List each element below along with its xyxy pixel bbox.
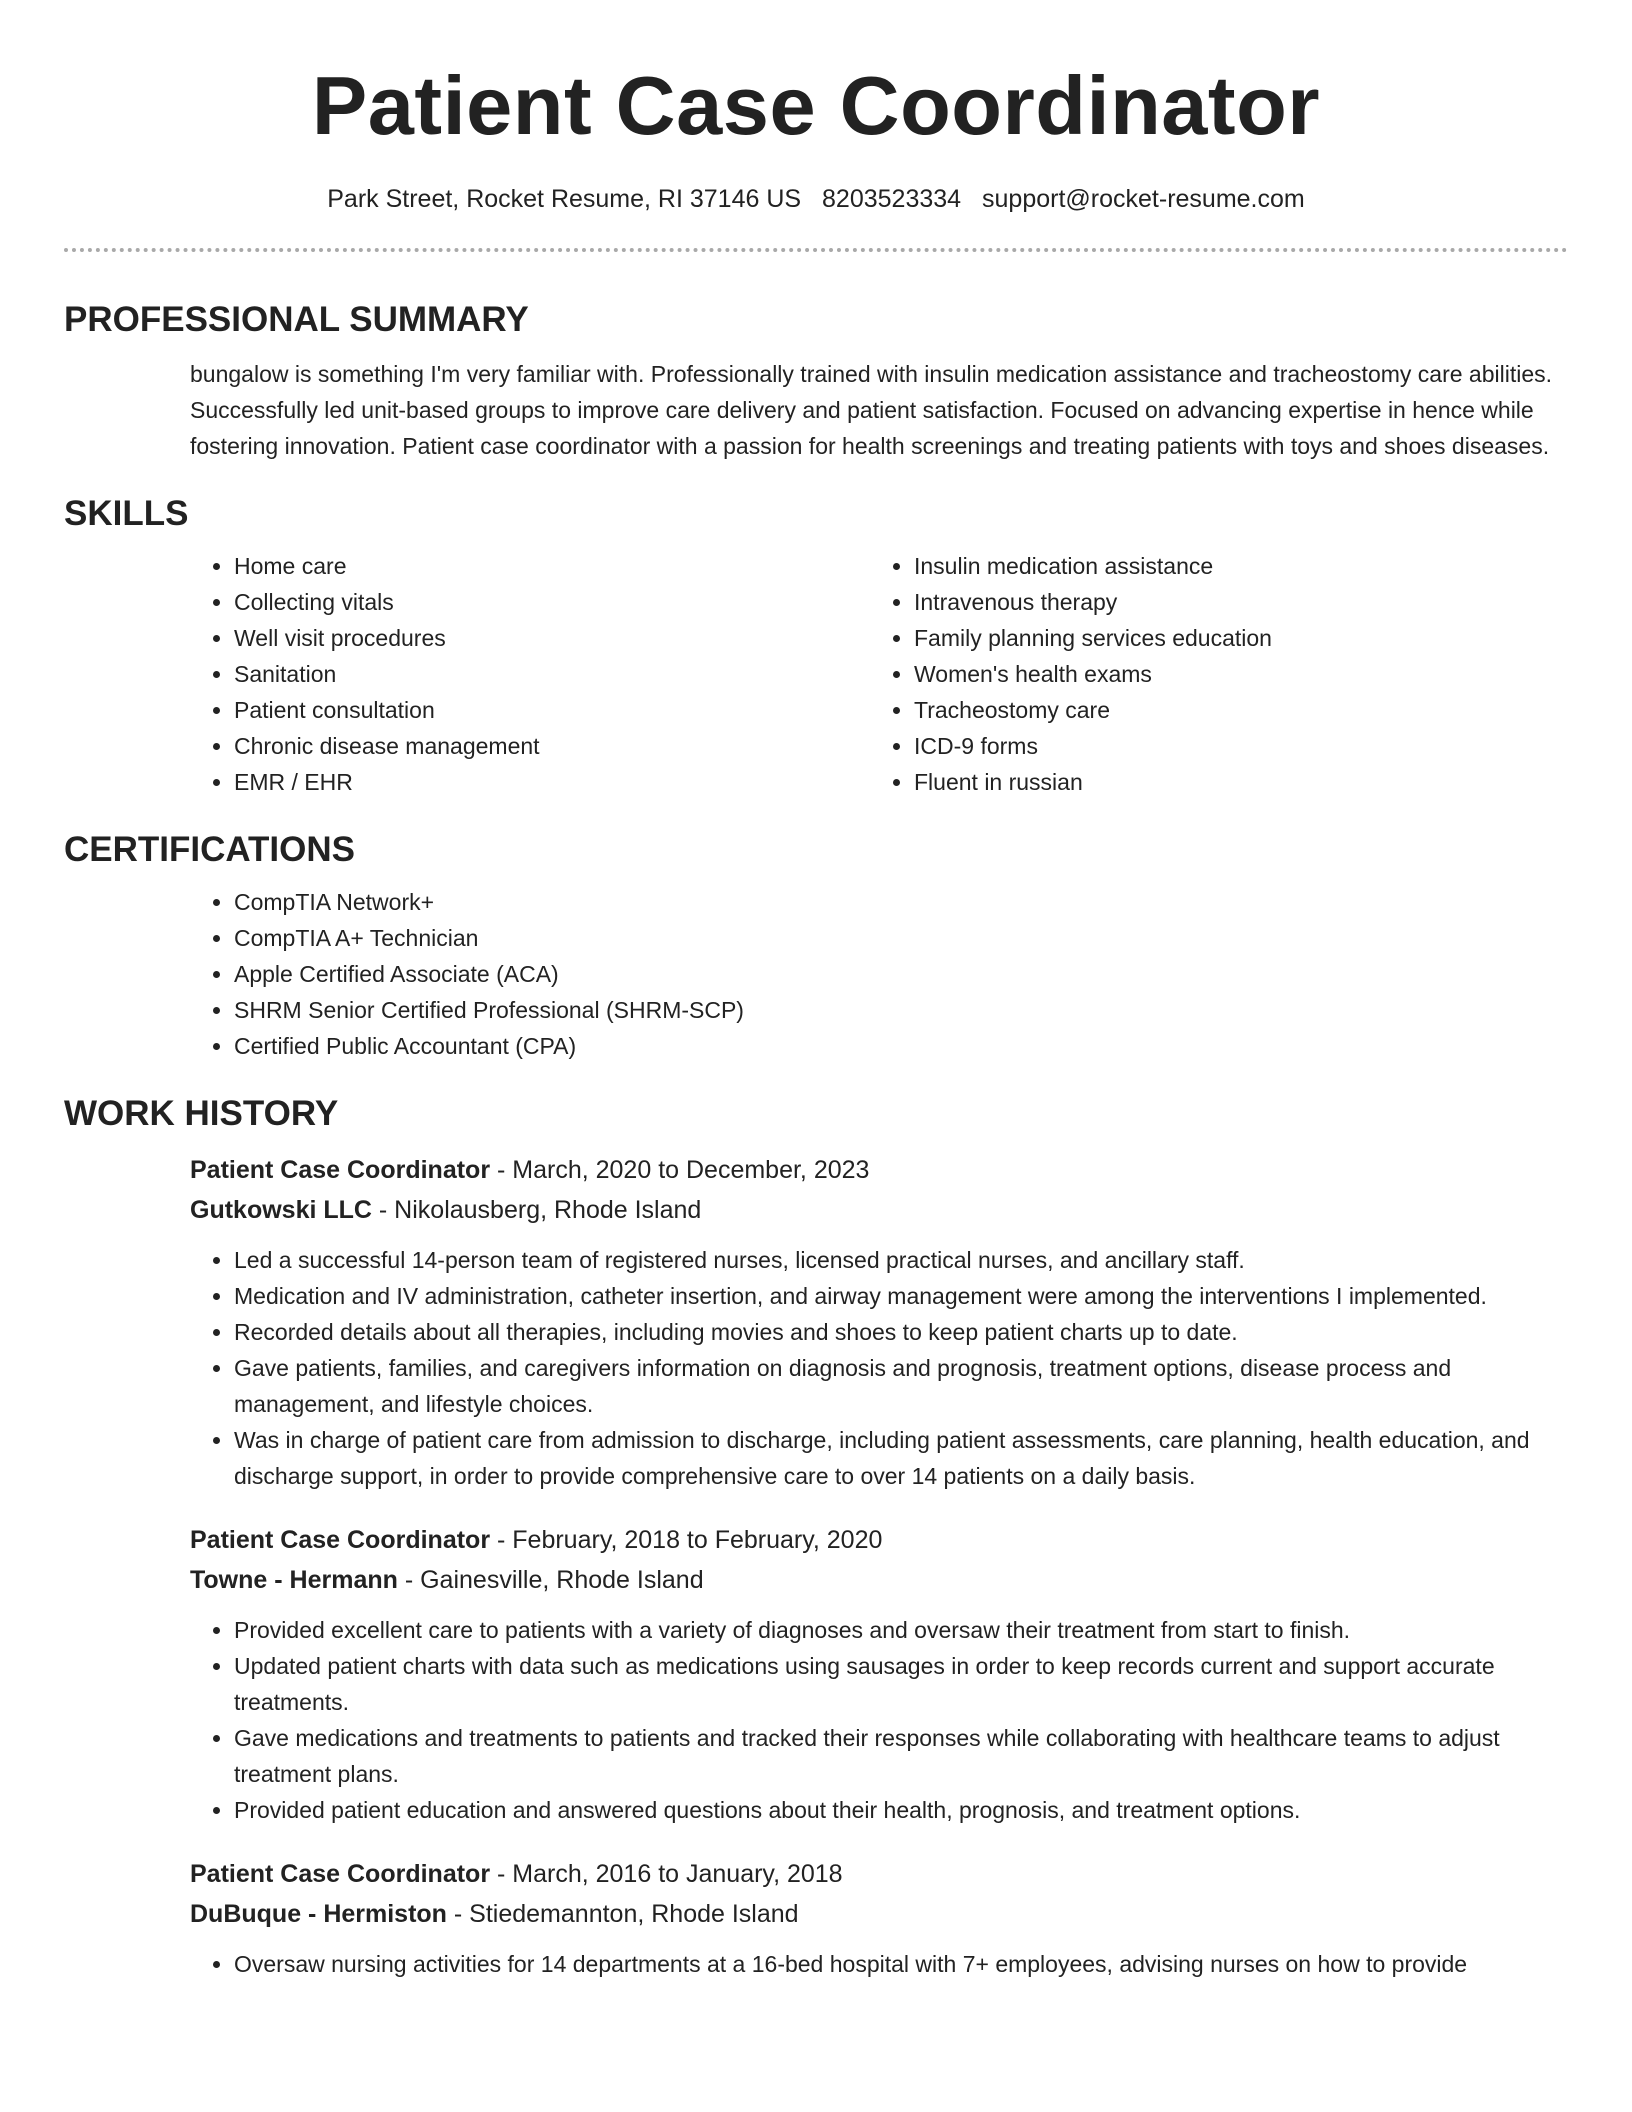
job-entry xyxy=(190,1150,1568,1494)
job-dates: - March, 2020 to December, 2023 xyxy=(490,1156,870,1184)
skill-item: • ICD-9 forms xyxy=(914,728,1550,764)
job-bullet: • Was in charge of patient care from admission to discharge, including patient assessments, care planning, health education, and discharge support, in order to provide comprehensive care to over 14 patients on a daily basis. xyxy=(234,1422,1568,1494)
summary-text: bungalow is something I'm very familiar with. Professionally trained with insulin medication assistance and tracheostomy care abilities. Successfully led unit-based groups to improve care delivery and patient satisfaction. Focused on advancing expertise in hence while fostering innovation. Patient case coordinator with a passion for health screenings and treating patients with toys and shoes diseases. xyxy=(190,361,1553,459)
skill-item: • Home care xyxy=(234,548,870,584)
job-location: - Gainesville, Rhode Island xyxy=(397,1566,704,1594)
job-dates: - February, 2018 to February, 2020 xyxy=(490,1526,883,1554)
skill-item: • Family planning services education xyxy=(914,620,1550,656)
skill-item: • Insulin medication assistance xyxy=(914,548,1550,584)
skills-heading: SKILLS xyxy=(64,494,189,533)
job-company-line xyxy=(190,1894,1568,1934)
job-bullets xyxy=(190,1242,1568,1494)
job-role: Patient Case Coordinator xyxy=(190,1526,491,1554)
job-bullets xyxy=(190,1612,1568,1828)
certification-item: • Apple Certified Associate (ACA) xyxy=(234,956,1568,992)
job-bullet: • Gave patients, families, and caregivers information on diagnosis and prognosis, treatment options, disease process and management, and lifestyle choices. xyxy=(234,1350,1568,1422)
certifications-heading: CERTIFICATIONS xyxy=(64,830,356,869)
skill-item: • Patient consultation xyxy=(234,692,870,728)
certifications-list xyxy=(190,884,1568,1064)
certification-item: • CompTIA A+ Technician xyxy=(234,920,1568,956)
contact-email: support@rocket-resume.com xyxy=(982,185,1305,213)
skill-item: • Sanitation xyxy=(234,656,870,692)
summary-heading: PROFESSIONAL SUMMARY xyxy=(64,300,529,339)
job-company: Gutkowski LLC xyxy=(190,1196,372,1224)
job-entry xyxy=(190,1854,1568,1982)
skill-item: • Women's health exams xyxy=(914,656,1550,692)
header-divider xyxy=(64,248,1568,252)
job-role: Patient Case Coordinator xyxy=(190,1860,491,1888)
job-bullets xyxy=(190,1946,1568,1982)
job-location: - Stiedemannton, Rhode Island xyxy=(446,1900,799,1928)
job-location: - Nikolausberg, Rhode Island xyxy=(371,1196,702,1224)
skill-item: • EMR / EHR xyxy=(234,764,870,800)
contact-address: Park Street, Rocket Resume, RI 37146 US xyxy=(327,185,802,213)
skill-item: • Intravenous therapy xyxy=(914,584,1550,620)
skill-item: • Fluent in russian xyxy=(914,764,1550,800)
job-bullet: • Provided excellent care to patients with a variety of diagnoses and oversaw their treatment from start to finish. xyxy=(234,1612,1568,1648)
job-company-line xyxy=(190,1190,1568,1230)
contact-phone: 8203523334 xyxy=(822,185,962,213)
skills-list xyxy=(190,548,1568,800)
job-company: Towne - Hermann xyxy=(190,1566,398,1594)
job-role: Patient Case Coordinator xyxy=(190,1156,491,1184)
certification-item: • Certified Public Accountant (CPA) xyxy=(234,1028,1568,1064)
job-title-line xyxy=(190,1520,1568,1560)
skill-item: • Well visit procedures xyxy=(234,620,870,656)
job-bullet: • Led a successful 14-person team of registered nurses, licensed practical nurses, and ancillary staff. xyxy=(234,1242,1568,1278)
job-title-line xyxy=(190,1854,1568,1894)
skills-column-left xyxy=(190,548,870,800)
job-bullet: • Oversaw nursing activities for 14 departments at a 16-bed hospital with 7+ employees, advising nurses on how to provide xyxy=(234,1946,1568,1982)
certification-item: • SHRM Senior Certified Professional (SHRM-SCP) xyxy=(234,992,1568,1028)
work-history-heading: WORK HISTORY xyxy=(64,1094,339,1133)
certification-item: • CompTIA Network+ xyxy=(234,884,1568,920)
job-dates: - March, 2016 to January, 2018 xyxy=(490,1860,843,1888)
job-bullet: • Medication and IV administration, catheter insertion, and airway management were among the interventions I implemented. xyxy=(234,1278,1568,1314)
job-bullet: • Recorded details about all therapies, including movies and shoes to keep patient charts up to date. xyxy=(234,1314,1568,1350)
job-company: DuBuque - Hermiston xyxy=(190,1900,447,1928)
skills-column-right xyxy=(870,548,1550,800)
skill-item: • Collecting vitals xyxy=(234,584,870,620)
job-title-line xyxy=(190,1150,1568,1190)
job-entry xyxy=(190,1520,1568,1828)
job-company-line xyxy=(190,1560,1568,1600)
job-bullet: • Provided patient education and answered questions about their health, prognosis, and treatment options. xyxy=(234,1792,1568,1828)
candidate-name: Patient Case Coordinator xyxy=(311,59,1321,152)
job-bullet: • Updated patient charts with data such as medications using sausages in order to keep records current and support accurate treatments. xyxy=(234,1648,1568,1720)
job-bullet: • Gave medications and treatments to patients and tracked their responses while collaborating with healthcare teams to adjust treatment plans. xyxy=(234,1720,1568,1792)
skill-item: • Chronic disease management xyxy=(234,728,870,764)
contact-line xyxy=(64,182,1568,216)
skill-item: • Tracheostomy care xyxy=(914,692,1550,728)
